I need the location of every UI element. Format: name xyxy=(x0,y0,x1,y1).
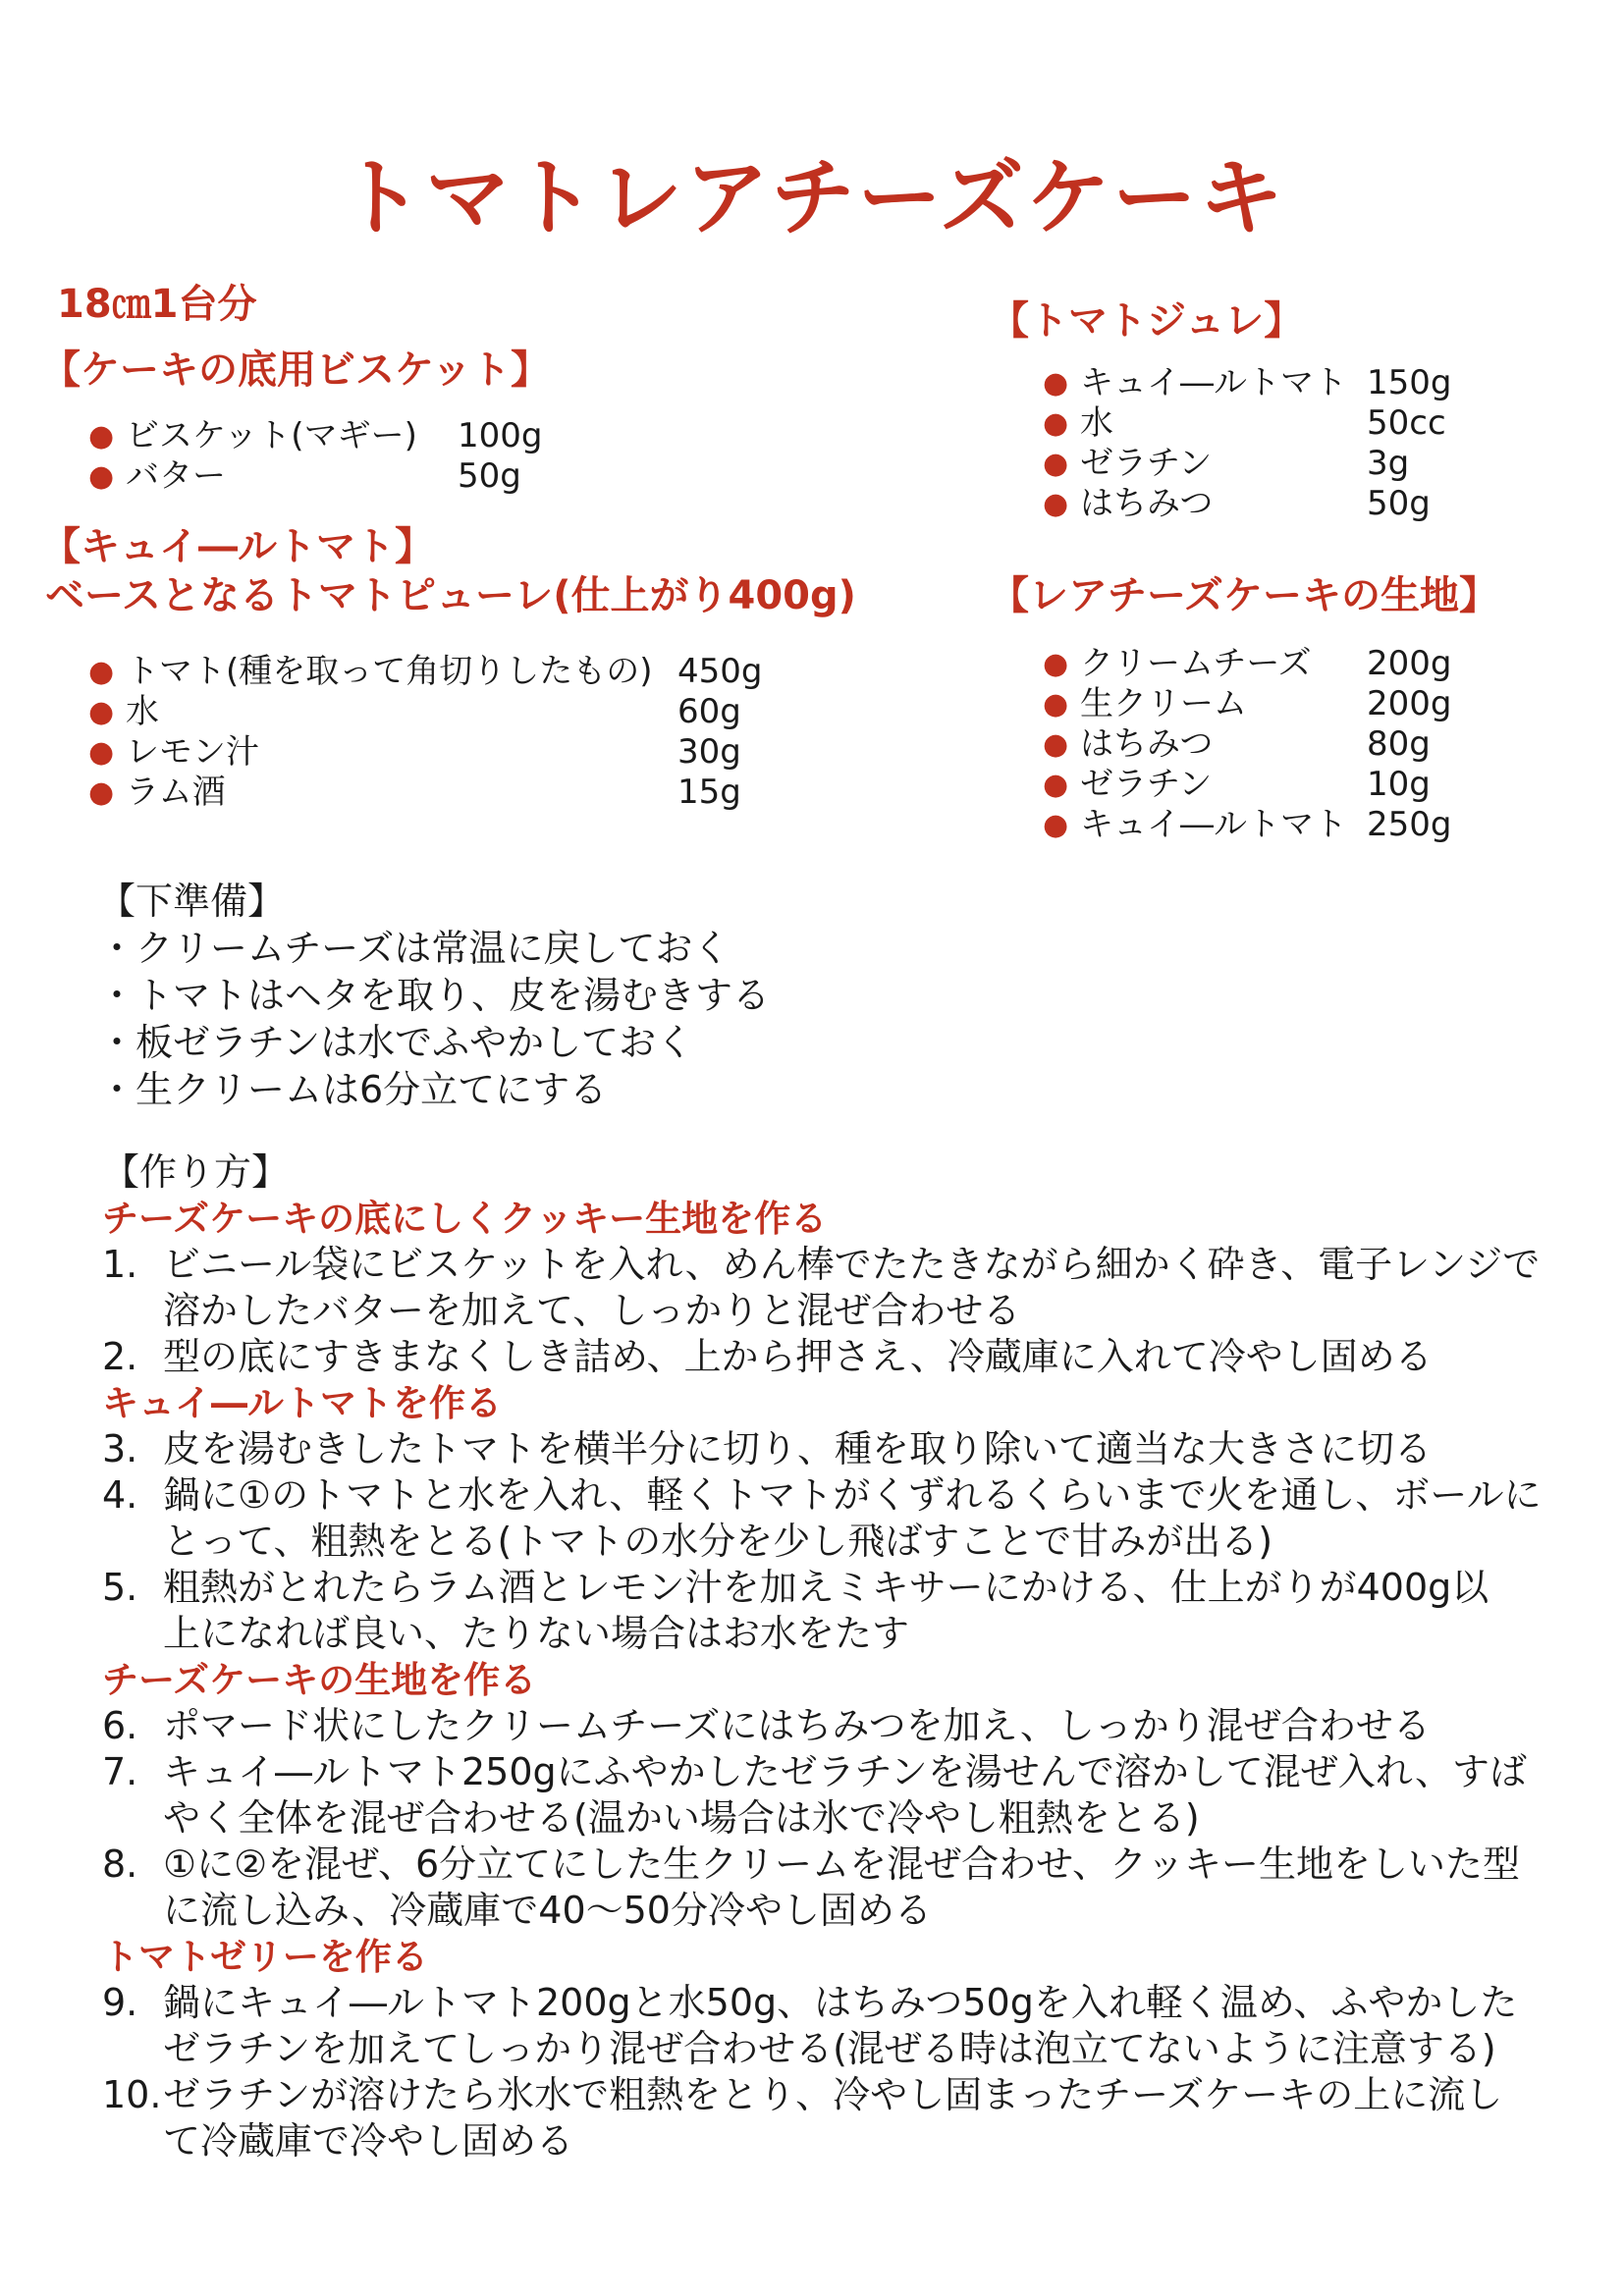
bullet-icon: ● xyxy=(1043,768,1069,802)
method-step: 1. ビニール袋にビスケットを入れ、めん棒でたたきながら細かく砕き、電子レンジで 溶かしたバターを加えて、しっかりと混ぜ合わせる xyxy=(102,1243,1541,1332)
method-heading: 【作り方】 xyxy=(102,1150,290,1194)
ingredient-item: ● 生クリーム 200g xyxy=(1043,684,1452,723)
method-section-title: キュイ―ルトマトを作る xyxy=(102,1382,502,1424)
tomato-jelly-ingredient-list xyxy=(1043,363,1534,524)
biscuit-ingredient-list xyxy=(88,416,638,497)
cheese-dough-heading: 【レアチーズケーキの生地】 xyxy=(990,573,1498,618)
prep-line: ・生クリームは6分立てにする xyxy=(98,1068,608,1111)
cheese-dough-ingredient-list xyxy=(1043,644,1534,845)
method-step: 3. 皮を湯むきしたトマトを横半分に切り、種を取り除いて適当な大きさに切る xyxy=(102,1427,1433,1470)
bullet-icon: ● xyxy=(1043,687,1069,721)
bullet-icon: ● xyxy=(88,655,115,689)
tomato-puree-ingredient-list xyxy=(88,652,795,813)
page-title: トマトレアチーズケーキ xyxy=(339,149,1285,247)
biscuit-heading: 【ケーキの底用ビスケット】 xyxy=(41,347,550,393)
ingredient-item: ● ビスケット(マギー) 100g xyxy=(88,416,543,455)
prep-line: ・板ゼラチンは水でふやかしておく xyxy=(98,1021,694,1064)
method-step: 9. 鍋にキュイ―ルトマト200gと水50g、はちみつ50gを入れ軽く温め、ふやかした ゼラチンを加えてしっかり混ぜ合わせる(混ぜる時は泡立てないように注意する) xyxy=(102,1981,1518,2070)
bullet-icon: ● xyxy=(88,419,115,454)
method-step: 8. ①に②を混ぜ、6分立てにした生クリームを混ぜ合わせ、クッキー生地をしいた型 に流し込み、冷蔵庫で40～50分冷やし固める xyxy=(102,1842,1521,1932)
method-step: 10. ゼラチンが溶けたら氷水で粗熱をとり、冷やし固まったチーズケーキの上に流し て冷蔵庫で冷やし固める xyxy=(102,2073,1503,2163)
method-section-title: チーズケーキの底にしくクッキー生地を作る xyxy=(102,1198,828,1240)
bullet-icon: ● xyxy=(1043,366,1069,400)
method-step: 4. 鍋に①のトマトと水を入れ、軽くトマトがくずれるくらいまで火を通し、ボールに とって、粗熱をとる(トマトの水分を少し飛ばすことで甘みが出る) xyxy=(102,1473,1542,1563)
ingredient-item: ● レモン汁 30g xyxy=(88,732,741,772)
ingredient-item: ● 水 60g xyxy=(88,692,741,731)
ingredient-item: ● バター 50g xyxy=(88,456,521,496)
bullet-icon: ● xyxy=(88,775,115,810)
bullet-icon: ● xyxy=(88,735,115,770)
method-section-title: チーズケーキの生地を作る xyxy=(102,1659,537,1701)
method-step: 2. 型の底にすきまなくしき詰め、上から押さえ、冷蔵庫に入れて冷やし固める xyxy=(102,1335,1433,1378)
ingredient-item: ● はちみつ 80g xyxy=(1043,724,1431,764)
prep-line: ・クリームチーズは常温に戻しておく xyxy=(98,927,731,970)
ingredient-item: ● ラム酒 15g xyxy=(88,773,741,812)
ingredient-item: ● 水 50cc xyxy=(1043,403,1446,443)
method-section-title: トマトゼリーを作る xyxy=(102,1936,428,1978)
ingredient-item: ● ゼラチン 3g xyxy=(1043,444,1410,483)
bullet-icon: ● xyxy=(1043,447,1069,481)
bullet-icon: ● xyxy=(1043,647,1069,681)
method-step: 7. キュイ―ルトマト250gにふやかしたゼラチンを湯せんで溶かして混ぜ入れ、すば やく全体を混ぜ合わせる(温かい場合は氷で冷やし粗熱をとる) xyxy=(102,1750,1528,1840)
method-step: 6. ポマード状にしたクリームチーズにはちみつを加え、しっかり混ぜ合わせる xyxy=(102,1704,1431,1747)
bullet-icon: ● xyxy=(1043,727,1069,762)
ingredient-item: ● トマト(種を取って角切りしたもの) 450g xyxy=(88,652,763,691)
bullet-icon: ● xyxy=(1043,406,1069,441)
bullet-icon: ● xyxy=(88,459,115,494)
tomato-jelly-heading: 【トマトジュレ】 xyxy=(990,298,1304,344)
prep-block xyxy=(98,878,770,1113)
tomato-puree-heading: 【キュイ―ルトマト】 xyxy=(41,524,434,569)
prep-line: ・トマトはヘタを取り、皮を湯むきする xyxy=(98,974,771,1017)
tomato-puree-subheading: ベースとなるトマトピューレ(仕上がり400g) xyxy=(45,573,856,618)
ingredient-item: ● ゼラチン 10g xyxy=(1043,765,1431,804)
ingredient-item: ● キュイ―ルトマト 150g xyxy=(1043,363,1452,402)
ingredient-item: ● はちみつ 50g xyxy=(1043,484,1431,523)
prep-heading: 【下準備】 xyxy=(98,880,286,923)
ingredient-item: ● クリームチーズ 200g xyxy=(1043,644,1452,683)
bullet-icon: ● xyxy=(88,695,115,729)
serving-size: 18㎝1台分 xyxy=(57,282,257,327)
bullet-icon: ● xyxy=(1043,808,1069,842)
ingredient-item: ● キュイ―ルトマト 250g xyxy=(1043,805,1452,844)
method-step: 5. 粗熱がとれたらラム酒とレモン汁を加えミキサーにかける、仕上がりが400g以 上になれば良い、たりない場合はお水をたす xyxy=(102,1566,1489,1655)
method-block xyxy=(102,1148,1575,2164)
bullet-icon: ● xyxy=(1043,487,1069,521)
